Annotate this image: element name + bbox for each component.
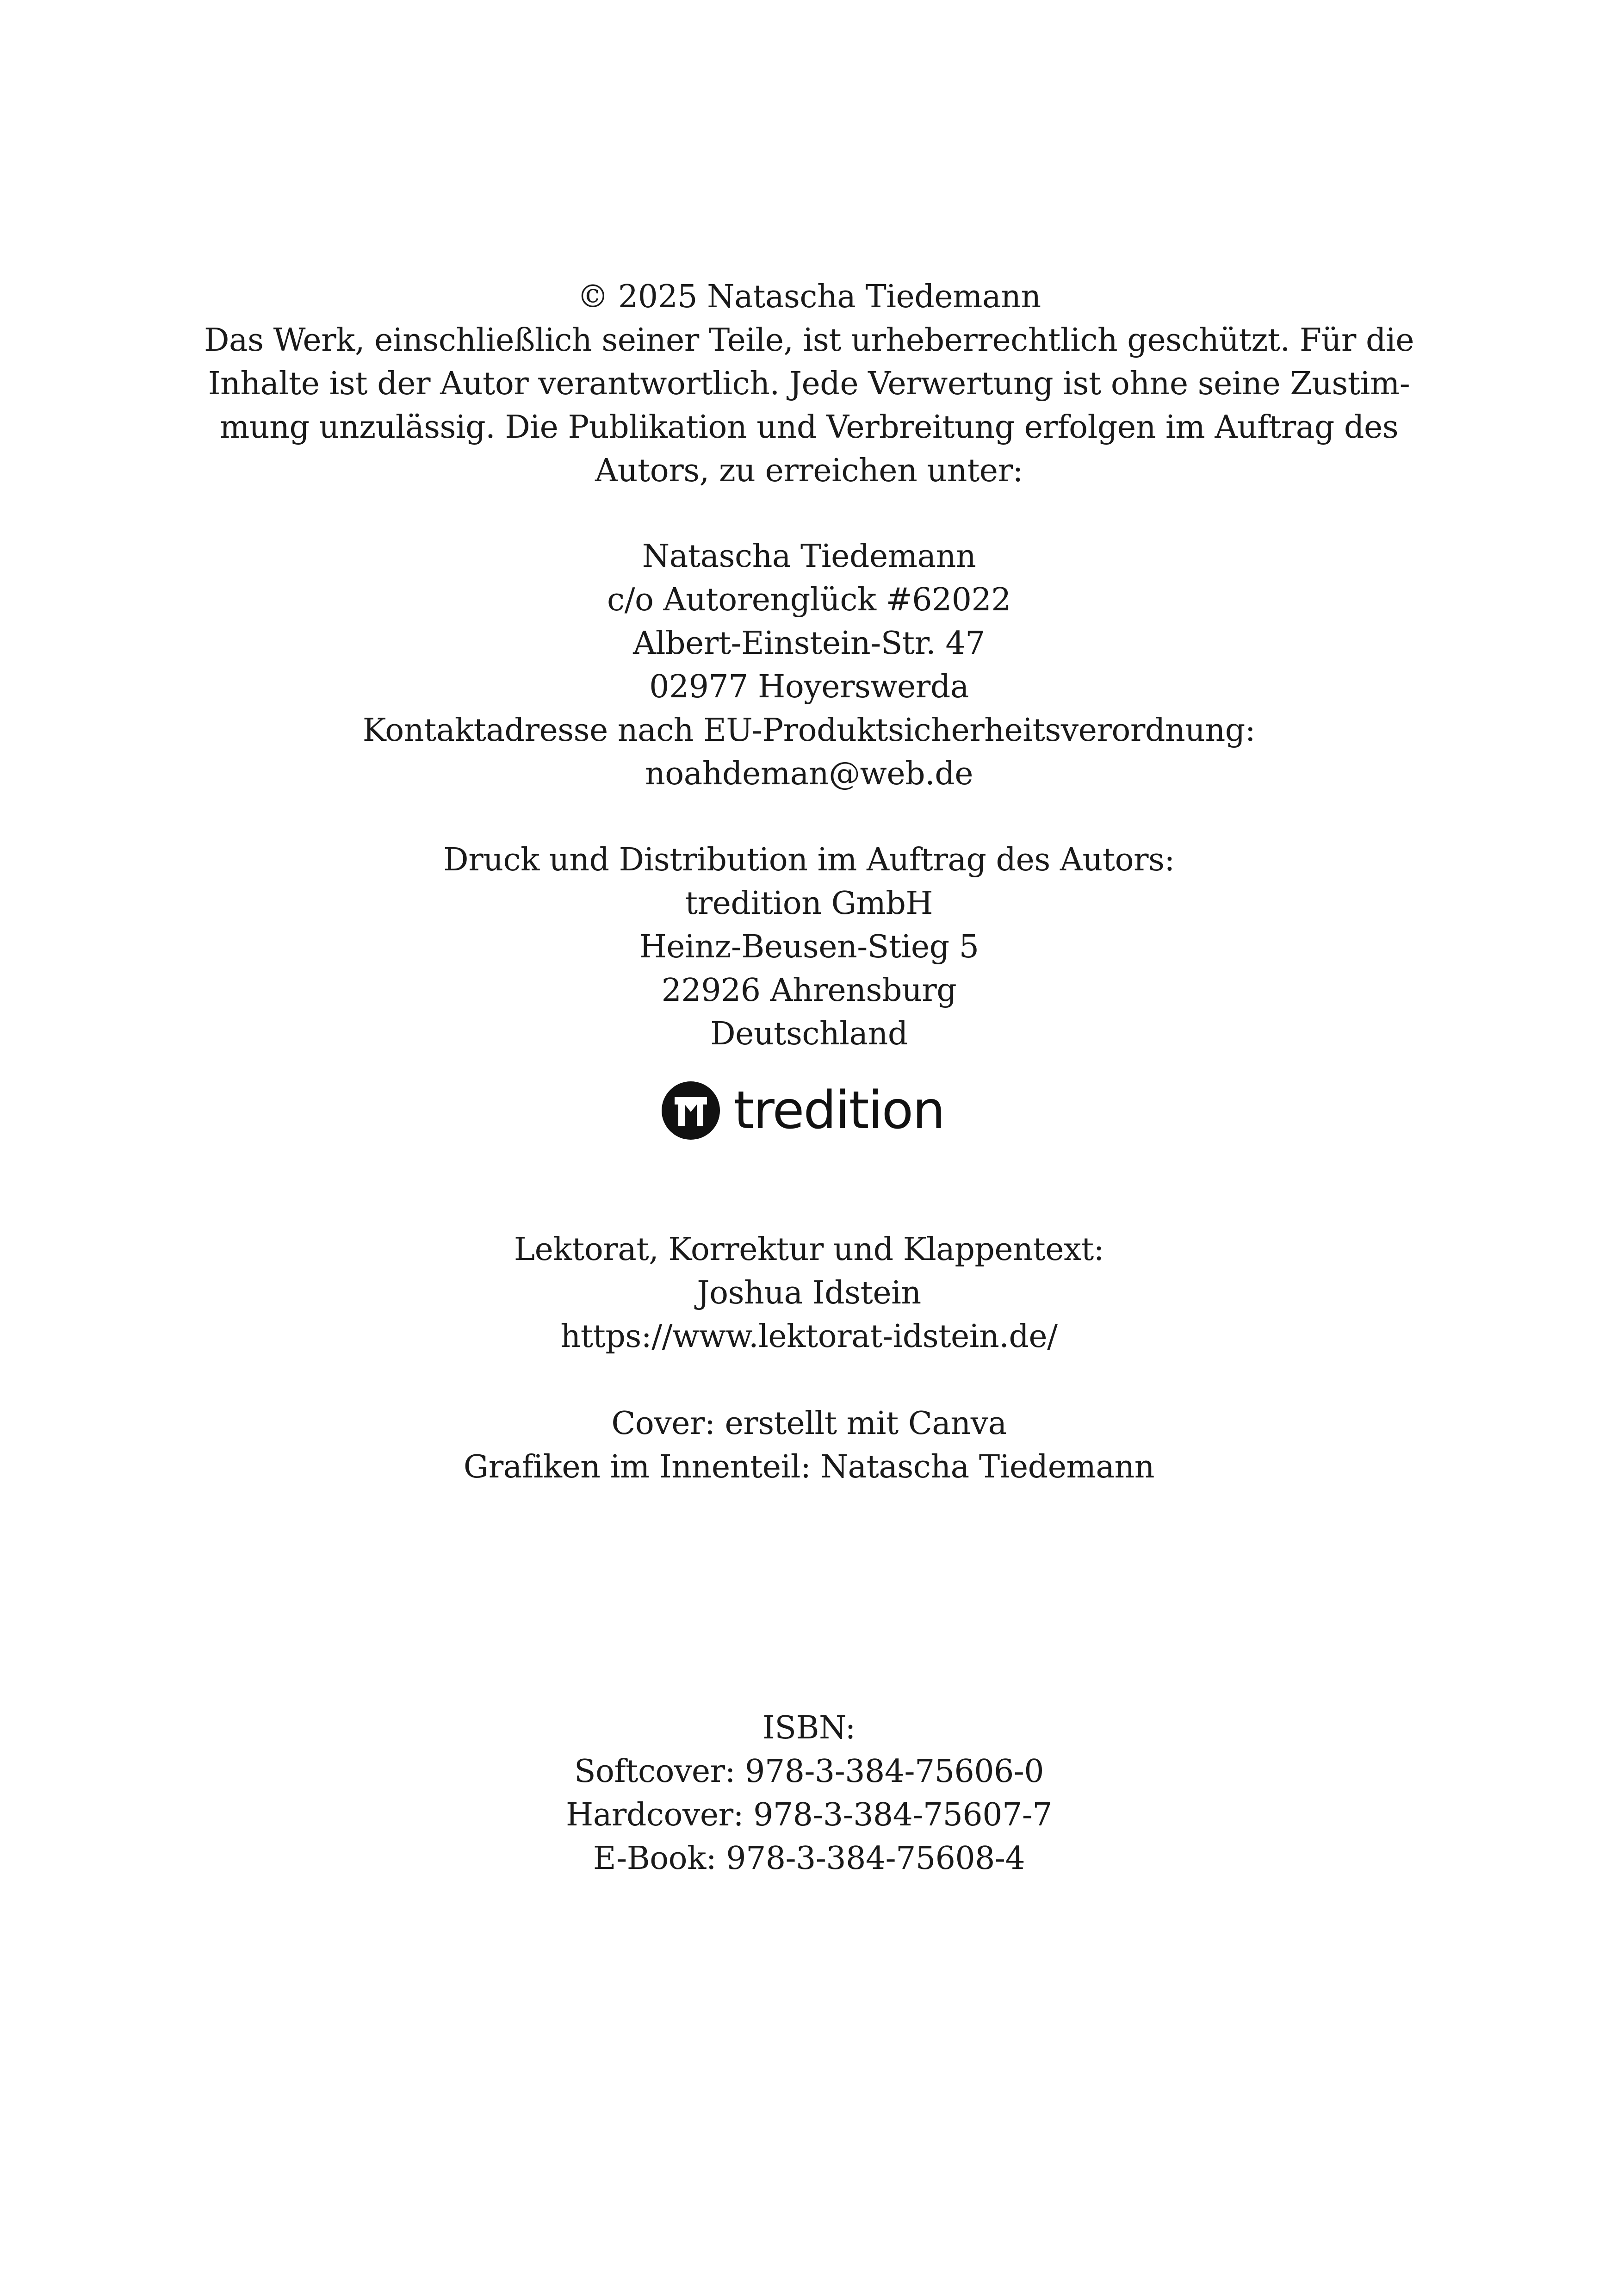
- publisher-street: Heinz-Beusen-Stieg 5: [639, 929, 979, 965]
- contact-label: Kontaktadresse nach EU-Produktsicherheitsverordnung:: [362, 712, 1256, 749]
- publisher-city: 22926 Ahrensburg: [661, 972, 957, 1009]
- legal-line-4: Autors, zu erreichen unter:: [595, 453, 1023, 489]
- isbn-heading: ISBN:: [763, 1710, 855, 1746]
- author-email: noahdeman@web.de: [645, 756, 973, 792]
- publisher-name: tredition GmbH: [685, 885, 933, 922]
- isbn-section: [0, 1706, 1618, 1880]
- graphics-credit: Grafiken im Innenteil: Natascha Tiedemann: [463, 1449, 1155, 1485]
- copyright-line: © 2025 Natascha Tiedemann: [577, 279, 1041, 315]
- cover-credit: Cover: erstellt mit Canva: [611, 1405, 1007, 1442]
- copyright-section: [0, 275, 1618, 493]
- editor-name: Joshua Idstein: [697, 1275, 921, 1311]
- isbn-hardcover: Hardcover: 978-3-384-75607-7: [566, 1797, 1052, 1833]
- design-section: [0, 1402, 1618, 1489]
- editing-section: [0, 1228, 1618, 1359]
- author-co: c/o Autorenglück #62022: [607, 582, 1011, 618]
- publisher-section: [0, 838, 1618, 1056]
- legal-line-1: Das Werk, einschließlich seiner Teile, ist urheberrechtlich geschützt. Für die: [204, 322, 1414, 359]
- publisher-heading: Druck und Distribution im Auftrag des Autors:: [443, 842, 1175, 878]
- publisher-country: Deutschland: [710, 1016, 908, 1052]
- tredition-logo-text: tredition: [734, 1080, 945, 1141]
- editor-url: https://www.lektorat-idstein.de/: [560, 1318, 1058, 1355]
- author-street: Albert-Einstein-Str. 47: [633, 625, 985, 662]
- tredition-logo-icon: [662, 1081, 720, 1140]
- author-name: Natascha Tiedemann: [642, 538, 976, 575]
- author-city: 02977 Hoyerswerda: [649, 669, 969, 705]
- author-contact-section: [0, 535, 1618, 796]
- isbn-softcover: Softcover: 978-3-384-75606-0: [574, 1753, 1044, 1790]
- legal-line-2: Inhalte ist der Autor verantwortlich. Jede Verwertung ist ohne seine Zustim-: [208, 366, 1410, 402]
- legal-line-3: mung unzulässig. Die Publikation und Verbreitung erfolgen im Auftrag des: [219, 409, 1399, 446]
- isbn-ebook: E-Book: 978-3-384-75608-4: [593, 1840, 1025, 1877]
- tredition-logo: [662, 1078, 944, 1143]
- editing-heading: Lektorat, Korrektur und Klappentext:: [514, 1231, 1104, 1268]
